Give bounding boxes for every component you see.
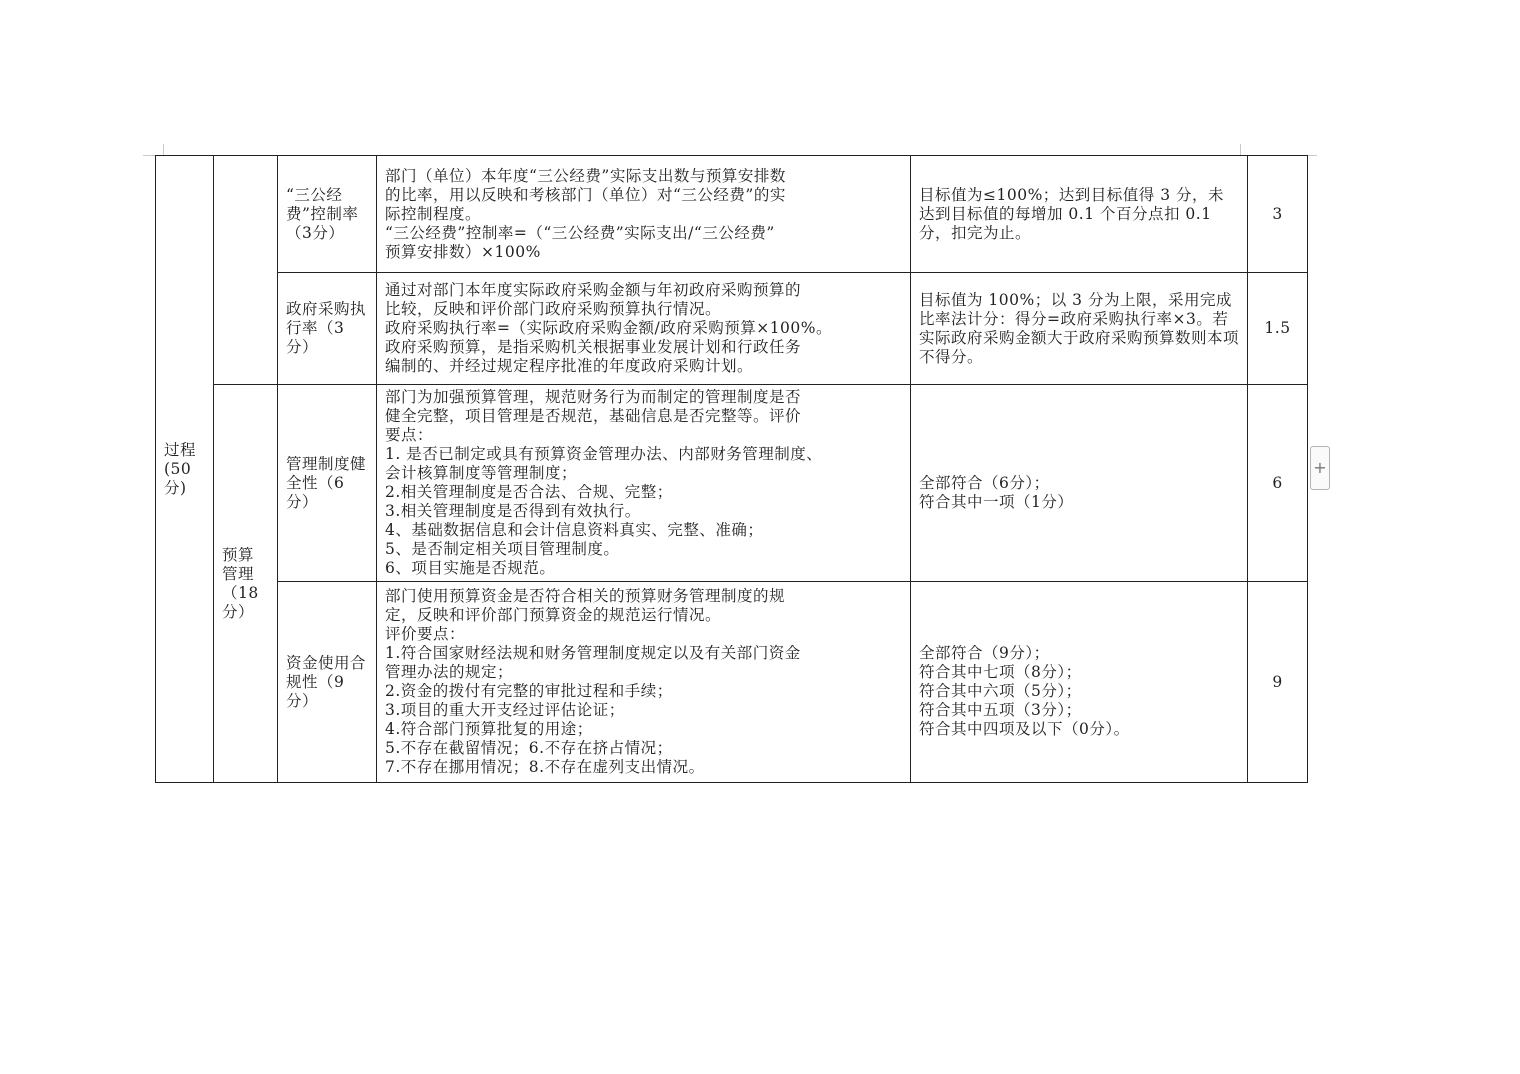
description-cell [377, 273, 911, 385]
indicator-name: “三公经费”控制率（3分） [286, 185, 359, 242]
scoring-standard: 目标值为 100%；以 3 分为上限，采用完成比率法计分：得分=政府采购执行率×3。若实际政府采购金额大于政府采购预算数则本项不得分。 [919, 290, 1240, 366]
description-line: 部门为加强预算管理，规范财务行为而制定的管理制度是否 [385, 388, 802, 406]
table-row [156, 156, 1308, 273]
description-line: 6、项目实施是否规范。 [385, 559, 556, 577]
description-line: 编制的、并经过规定程序批准的年度政府采购计划。 [385, 357, 754, 375]
description-line: 健全完整，项目管理是否规范，基础信息是否完整等。评价 [385, 407, 802, 425]
score-cell [1248, 156, 1308, 273]
description-line: “三公经费”控制率=（“三公经费”实际支出/“三公经费” [385, 223, 775, 242]
level2-indicator-cell [214, 385, 278, 783]
crop-mark-top-left [143, 155, 155, 156]
description-line: 会计核算制度等管理制度； [385, 464, 578, 482]
crop-mark-top-right [1307, 155, 1317, 156]
crop-mark-top-right-vertical [1240, 144, 1241, 155]
score-cell [1248, 273, 1308, 385]
scoring-standard-cell [911, 273, 1248, 385]
crop-mark-top-left-vertical [163, 144, 164, 155]
indicator-cell [278, 156, 377, 273]
scoring-standard: 全部符合（9分）； 符合其中七项（8分）； 符合其中六项（5分）； 符合其中五项（3分）； 符合其中四项及以下（0分）。 [919, 644, 1130, 738]
evaluation-table [155, 155, 1308, 783]
level1-indicator-label: 过程(50分) [164, 440, 197, 497]
score-value: 1.5 [1264, 319, 1291, 337]
description-line: 7.不存在挪用情况；8.不存在虚列支出情况。 [385, 758, 705, 776]
description-line: 4、基础数据信息和会计信息资料真实、完整、准确； [385, 521, 764, 539]
level1-indicator-cell [156, 156, 214, 783]
score-value: 3 [1272, 204, 1283, 223]
description-line: 5、是否制定相关项目管理制度。 [385, 540, 620, 558]
indicator-name: 资金使用合规性（9分） [286, 653, 367, 710]
description-line: 4.符合部门预算批复的用途； [385, 720, 593, 738]
description-line: 3.项目的重大开支经过评估论证； [385, 701, 625, 719]
description-line: 际控制程度。 [385, 204, 482, 223]
indicator-name: 政府采购执行率（3分） [286, 300, 367, 356]
description-line: 评价要点： [385, 625, 466, 643]
description-line: 部门（单位）本年度“三公经费”实际支出数与预算安排数 [385, 166, 786, 185]
description-line: 政府采购执行率=（实际政府采购金额/政府采购预算×100%。 [385, 319, 833, 337]
description-cell [377, 156, 911, 273]
scoring-standard-cell [911, 582, 1248, 783]
description-line: 1.符合国家财经法规和财务管理制度规定以及有关部门资金 [385, 644, 801, 662]
description-line: 通过对部门本年度实际政府采购金额与年初政府采购预算的 [385, 281, 802, 299]
description-line: 定，反映和评价部门预算资金的规范运行情况。 [385, 606, 722, 624]
score-value: 6 [1272, 473, 1283, 492]
indicator-cell [278, 273, 377, 385]
table-row [156, 273, 1308, 385]
description-line: 3.相关管理制度是否得到有效执行。 [385, 502, 641, 520]
indicator-cell [278, 582, 377, 783]
scoring-standard: 目标值为≤100%；达到目标值得 3 分，未达到目标值的每增加 0.1 个百分点扣 0.1 分，扣完为止。 [919, 185, 1225, 242]
scoring-standard-cell [911, 156, 1248, 273]
description-line: 管理办法的规定； [385, 663, 514, 681]
description-line: 要点： [385, 426, 434, 444]
level2-indicator-label: 预算管理（18分） [222, 545, 259, 621]
description-line: 预算安排数）×100% [385, 242, 541, 261]
indicator-name: 管理制度健全性（6分） [286, 454, 367, 511]
description-line: 5.不存在截留情况；6.不存在挤占情况； [385, 739, 673, 757]
description-line: 部门使用预算资金是否符合相关的预算财务管理制度的规 [385, 587, 786, 605]
add-table-row-button[interactable] [1310, 446, 1330, 490]
plus-icon: + [1313, 458, 1327, 477]
score-value: 9 [1272, 672, 1283, 691]
description-cell [377, 582, 911, 783]
indicator-cell [278, 385, 377, 582]
table-row [156, 385, 1308, 582]
level2-indicator-cell-empty [214, 156, 278, 385]
score-cell [1248, 582, 1308, 783]
scoring-standard-cell [911, 385, 1248, 582]
table-row [156, 582, 1308, 783]
description-cell [377, 385, 911, 582]
description-line: 比较，反映和评价部门政府采购预算执行情况。 [385, 300, 722, 318]
description-line: 的比率，用以反映和考核部门（单位）对“三公经费”的实 [385, 185, 786, 204]
description-line: 2.资金的拨付有完整的审批过程和手续； [385, 682, 673, 700]
description-line: 政府采购预算，是指采购机关根据事业发展计划和行政任务 [385, 338, 802, 356]
score-cell [1248, 385, 1308, 582]
description-line: 1. 是否已制定或具有预算资金管理办法、内部财务管理制度、 [385, 445, 823, 463]
scoring-standard: 全部符合（6分）； 符合其中一项（1分） [919, 473, 1074, 511]
description-line: 2.相关管理制度是否合法、合规、完整； [385, 483, 673, 501]
